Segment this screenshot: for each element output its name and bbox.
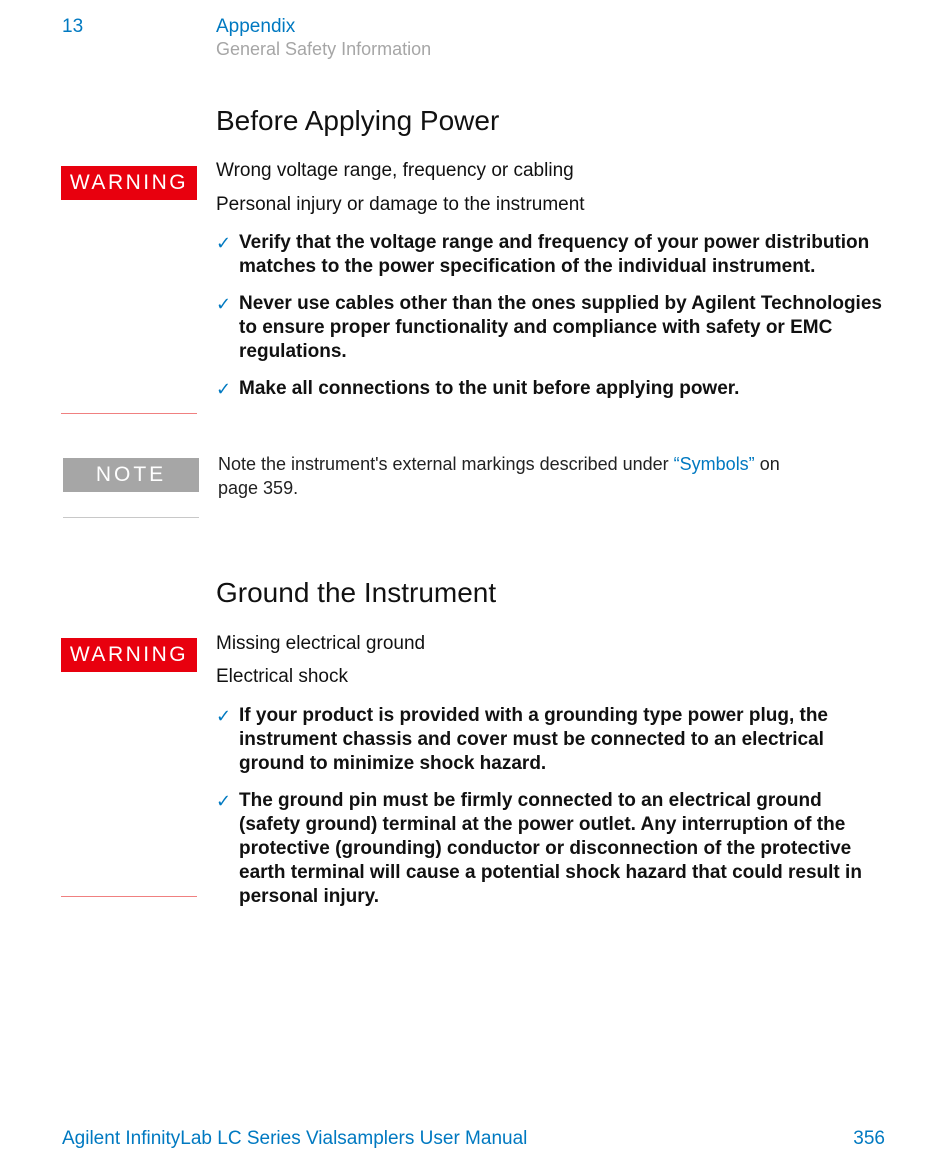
note-badge: NOTE [63, 458, 199, 492]
note-text: Note the instrument's external markings described under “Symbols” on page 359. [218, 454, 780, 498]
list-item-text: Verify that the voltage range and frequency of your power distribution matches to the power specification of the individual instrument. [239, 232, 870, 277]
list-item-text: Never use cables other than the ones supplied by Agilent Technologies to ensure proper functionality and compliance with safety or EMC regulations. [239, 293, 882, 362]
section-heading-before-applying-power: Before Applying Power [216, 105, 500, 136]
list-item [216, 292, 886, 364]
section-heading-ground-the-instrument: Ground the Instrument [216, 577, 497, 608]
footer-page-number: 356 [853, 1128, 885, 1149]
list-item [216, 231, 886, 279]
check-icon: ✓ [216, 706, 232, 726]
footer-manual-title: Agilent InfinityLab LC Series Vialsamplers User Manual [62, 1128, 528, 1149]
warning-end-divider [61, 413, 197, 414]
chapter-title: Appendix [216, 16, 296, 37]
warning-badge: WARNING [61, 166, 197, 200]
symbols-link[interactable]: “Symbols” [673, 454, 755, 474]
warning-title: Wrong voltage range, frequency or cabling [216, 160, 574, 181]
list-item [216, 704, 886, 776]
warning-subtitle: Electrical shock [216, 666, 348, 687]
list-item-text: The ground pin must be firmly connected to an electrical ground (safety ground) terminal at the power outlet. Any interruption of the protective (grounding) conductor or disconnection of the protective earth terminal will cause a potential shock hazard that could result in personal injury. [239, 790, 862, 907]
section-title: General Safety Information [216, 39, 432, 59]
note-end-divider [63, 517, 199, 518]
warning-badge: WARNING [61, 638, 197, 672]
warning-checklist [216, 704, 886, 922]
warning-title: Missing electrical ground [216, 633, 426, 654]
check-icon: ✓ [216, 233, 232, 253]
chapter-number: 13 [62, 16, 84, 37]
warning-subtitle: Personal injury or damage to the instrument [216, 194, 585, 215]
warning-end-divider [61, 896, 197, 897]
list-item-text: If your product is provided with a grounding type power plug, the instrument chassis and cover must be connected to an electrical ground to minimize shock hazard. [239, 705, 828, 774]
list-item-text: Make all connections to the unit before applying power. [239, 378, 740, 399]
list-item [216, 789, 886, 909]
check-icon: ✓ [216, 379, 232, 399]
list-item [216, 377, 886, 401]
warning-checklist [216, 231, 886, 414]
check-icon: ✓ [216, 791, 232, 811]
check-icon: ✓ [216, 294, 232, 314]
